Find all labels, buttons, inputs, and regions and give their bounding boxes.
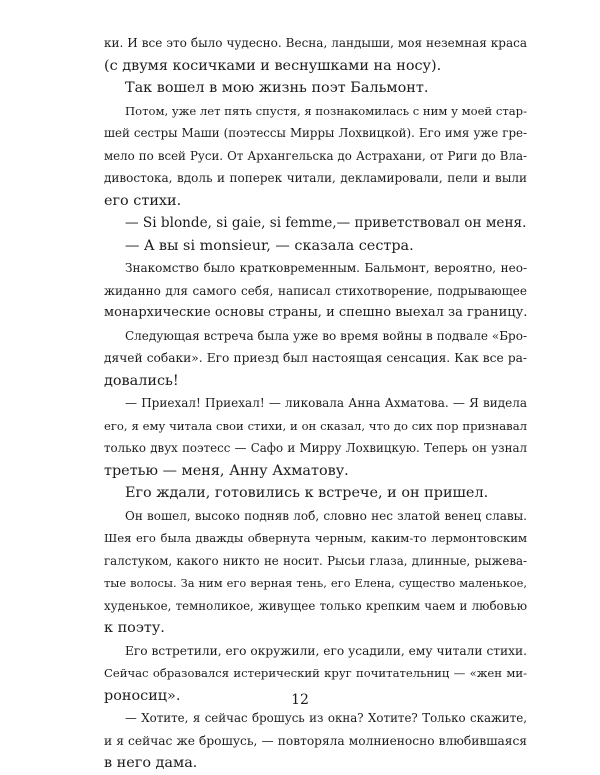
paragraph [104, 235, 527, 258]
paragraph [104, 257, 527, 325]
text-line: жиданно для самого себя, написал стихотворение, подрывающее [104, 283, 527, 298]
paragraph [104, 505, 527, 640]
text-line: роносиц». [104, 687, 181, 704]
paragraph [104, 100, 527, 213]
text-line: худенькое, темноликое, живущее только крепким чаем и любовью [104, 598, 527, 613]
text-line: Его ждали, готовились к встрече, и он пришел. [125, 485, 489, 501]
text-line: к поэту. [104, 620, 165, 636]
text-line: Шея его была дважды обвернута черным, каким-то лермонтовским [104, 531, 527, 545]
text-line: — A вы si monsieur, — сказала сестра. [125, 237, 414, 254]
text-line: тые волосы. За ним его верная тень, его Елена, существо маленькое, [104, 576, 527, 590]
text-line: мело по всей Руси. От Архангельска до Астрахани, от Риги до Вла- [104, 148, 527, 163]
text-line: Следующая встреча была уже во время войны в подвале «Бро- [125, 328, 527, 343]
text-line: в него дама. [104, 755, 198, 771]
text-line: ки. И все это было чудесно. Весна, ландыши, моя неземная краса [104, 36, 527, 50]
text-line: (с двумя косичками и веснушками на носу). [104, 57, 442, 74]
text-line: — Приехал! Приехал! — ликовала Анна Ахматова. — Я видела [125, 396, 527, 410]
text-line: — Хотите, я сейчас брошусь из окна? Хотите? Только скажите, [125, 711, 527, 725]
text-line: довались! [104, 372, 179, 389]
text-line: и я сейчас же брошусь, — повторяла молниеносно влюбившаяся [104, 733, 527, 748]
text-line: дивостока, вдоль и поперек читали, декламировали, пели и выли [104, 171, 527, 185]
paragraph [104, 707, 527, 775]
text-line: Потом, уже лет пять спустя, я познакомилась с ним у моей стар- [125, 103, 527, 118]
text-line: Сейчас образовался истерический круг почитательниц — «жен ми- [104, 666, 527, 680]
text-line: Его встретили, его окружили, его усадили, ему читали стихи. [125, 643, 527, 658]
body-text [104, 32, 527, 775]
paragraph [104, 482, 527, 505]
text-line: его стихи. [104, 192, 182, 209]
text-line: его, я ему читала свои стихи, и он сказал, что до сих пор признавал [104, 418, 527, 433]
text-line: шей сестры Маши (поэтессы Мирры Лохвицкой). Его имя уже гре- [104, 126, 527, 140]
paragraph [104, 392, 527, 482]
text-line: только двух поэтесс — Сафо и Мирру Лохвицкую. Теперь он узнал [104, 441, 527, 455]
text-line: Так вошел в мою жизнь поэт Бальмонт. [125, 80, 429, 96]
text-line: третью — меня, Анну Ахматову. [104, 462, 349, 479]
text-line: — Si blonde, si gaie, si femme,— приветствовал он меня. [125, 215, 527, 231]
paragraph [104, 212, 527, 235]
text-line: Знакомство было кратковременным. Бальмонт, вероятно, нео- [125, 261, 527, 275]
paragraph [104, 325, 527, 393]
paragraph [104, 77, 527, 100]
text-line: дячей собаки». Его приезд был настоящая сенсация. Как все ра- [104, 351, 527, 365]
page-number: 12 [291, 692, 309, 708]
text-line: монархические основы страны, и спешно выехал за границу. [104, 305, 528, 320]
text-line: галстуком, какого никто не носит. Рысьи глаза, длинные, рыжева- [104, 553, 527, 568]
text-line: Он вошел, высоко подняв лоб, словно нес златой венец славы. [125, 508, 527, 523]
paragraph [104, 32, 527, 77]
